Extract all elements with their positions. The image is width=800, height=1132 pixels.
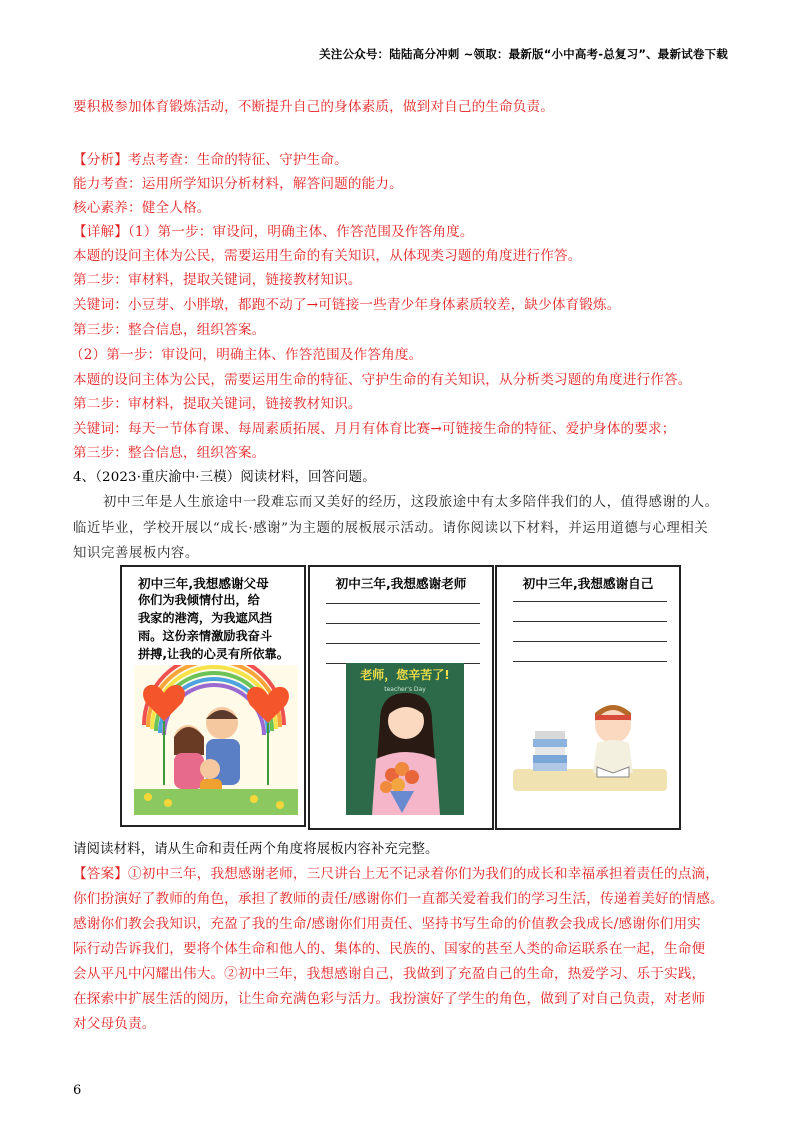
write-line	[513, 601, 667, 602]
banner-text: 老师，您辛苦了!	[360, 668, 450, 682]
literacy-line: 核心素养：健全人格。	[73, 200, 211, 216]
write-line	[326, 623, 480, 624]
answer-text-1: ①初中三年，我想感谢老师，三尺讲台上无不记录着你们为我们的成长和幸福承担着责任的点滴，	[127, 866, 719, 882]
answer-line-6: 在探索中扩展生活的阅历，让生命充满色彩与活力。我扮演好了学生的角色，做到了对自己负责，对老师	[73, 991, 706, 1007]
d2-subject-line: 本题的设问主体为公民，需要运用生命的特征、守护生命的有关知识，从分析类习题的角度进行作答。	[73, 372, 692, 388]
answer-line-5: 会从平凡中闪耀出伟大。②初中三年，我想感谢自己，我做到了充盈自己的生命，热爱学习、乐于实践，	[73, 966, 706, 982]
answer-line-4: 际行动告诉我们，要将个体生命和他人的、集体的、民族的、国家的甚至人类的命运联系在一起，生命便	[73, 941, 706, 957]
d1-keywords-line: 关键词：小豆芽、小胖墩，都跑不动了→可链接一些青少年身体素质较差，缺少体育锻炼。	[73, 297, 621, 313]
ability-line: 能力考查：运用所学知识分析材料，解答问题的能力。	[73, 176, 403, 192]
question-para-3: 知识完善展板内容。	[73, 546, 199, 561]
panel-parents-text: 你们为我倾情付出，给 我家的港湾，为我遮风挡 雨。这份亲情激励我奋斗 拼搏,让我的心灵有所依靠。	[138, 593, 289, 661]
panel-parents-title: 初中三年,我想感谢父母	[138, 576, 269, 591]
detail-text: （1）第一步：审设问，明确主体、作答范围及作答角度。	[127, 224, 474, 240]
page-number: 6	[73, 1083, 82, 1098]
panel-teachers-title: 初中三年,我想感谢老师	[335, 576, 467, 591]
write-line	[513, 661, 667, 662]
banner-subtext: teacher's Day	[384, 686, 426, 693]
question-para-1: 初中三年是人生旅途中一段难忘而又美好的经历，这段旅途中有太多陪伴我们的人，值得感谢的人。	[103, 495, 719, 510]
write-line	[326, 603, 480, 604]
family-illustration	[134, 665, 298, 815]
analysis-text: 考点考查：生命的特征、守护生命。	[127, 152, 348, 168]
teacher-illustration	[346, 663, 464, 815]
panel-self	[495, 565, 681, 830]
analysis-line	[73, 148, 348, 168]
student-illustration	[513, 697, 667, 801]
answer-line-7: 对父母负责。	[73, 1016, 156, 1032]
panel-self-title: 初中三年,我想感谢自己	[522, 576, 654, 591]
answer-line-1	[73, 862, 719, 882]
d2-step3-line: 第三步：整合信息，组织答案。	[73, 445, 266, 461]
answer-line-2: 你们扮演好了教师的角色，承担了教师的责任/感谢你们一直都关爱着我们的学习生活，传递着美好的情感。	[73, 891, 724, 907]
d2-step1-line: （2）第一步：审设问，明确主体、作答范围及作答角度。	[70, 347, 423, 363]
question-prompt: 请阅读材料，请从生命和责任两个角度将展板内容补充完整。	[73, 842, 439, 857]
d2-keywords-line: 关键词：每天一节体育课、每周素质拓展、月月有体育比赛→可链接生命的特征、爱护身体的要求；	[73, 421, 676, 437]
intro-line: 要积极参加体育锻炼活动，不断提升自己的身体素质，做到对自己的生命负责。	[73, 99, 555, 115]
panel-teachers	[308, 565, 494, 830]
d1-step3-line: 第三步：整合信息，组织答案。	[73, 322, 266, 338]
d1-subject-line: 本题的设问主体为公民，需要运用生命的有关知识，从体现类习题的角度进行作答。	[73, 248, 582, 264]
d2-step2-line: 第二步：审材料，提取关键词，链接教材知识。	[73, 396, 362, 412]
write-line	[513, 621, 667, 622]
detail-tag: 【详解】	[73, 224, 128, 240]
write-line	[326, 643, 480, 644]
d1-step2-line: 第二步：审材料，提取关键词，链接教材知识。	[73, 272, 362, 288]
page-header: 关注公众号：陆陆高分冲刺 ~领取：最新版“小中高考-总复习”、最新试卷下载	[319, 47, 728, 61]
detail-line	[73, 220, 474, 240]
answer-line-3: 感谢你们教会我知识，充盈了我的生命/感谢你们用责任、坚持书写生命的价值教会我成长/感谢你们用实	[73, 916, 701, 932]
analysis-tag: 【分析】	[73, 152, 128, 168]
panel-parents	[120, 565, 306, 827]
answer-tag: 【答案】	[73, 866, 128, 882]
write-line	[513, 641, 667, 642]
question-para-2: 临近毕业，学校开展以“成长·感谢”为主题的展板展示活动。请你阅读以下材料，并运用道德与心理相关	[73, 521, 709, 536]
question-title: 4、（2023·重庆渝中·三模）阅读材料，回答问题。	[73, 470, 376, 485]
